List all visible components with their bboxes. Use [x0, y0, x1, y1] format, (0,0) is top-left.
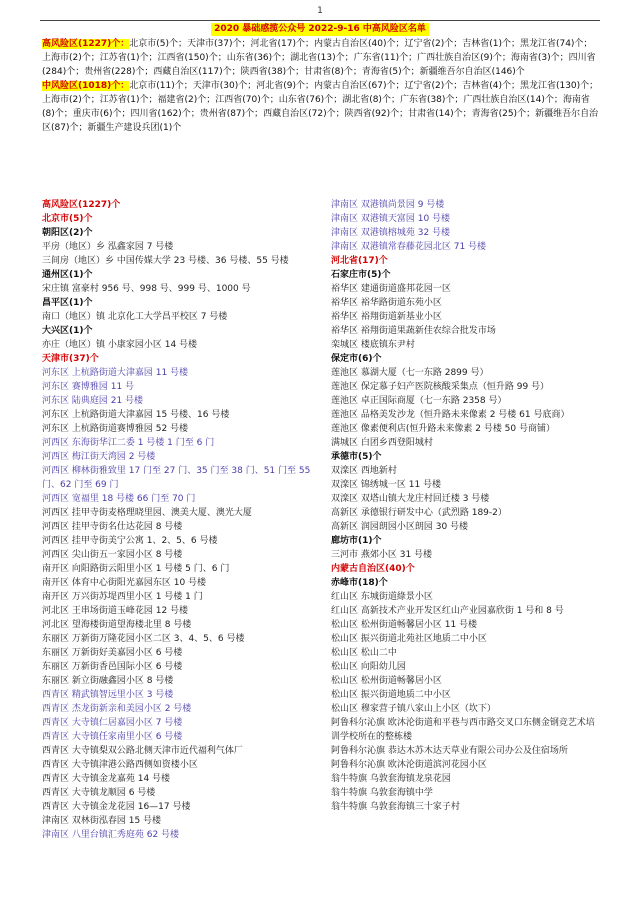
list-item: 南口（地区）镇 北京化工大学昌平校区 7 号楼 [42, 312, 228, 322]
list-item: 南开区 向阳路街云阳里小区 1 号楼 5 门、6 门 [42, 564, 230, 574]
district-heading: 大兴区(1)个 [42, 326, 93, 336]
list-item: 河北区 王串场街道玉峰花园 12 号楼 [42, 606, 189, 616]
list-item: 裕华区 建通街道盛邦花园一区 [331, 284, 451, 294]
list-item: 河东区 上杭路街道大津嘉园 15 号楼、16 号楼 [42, 410, 230, 420]
district-heading: 赤峰市(18)个 [331, 578, 388, 588]
summary-high-risk [42, 37, 600, 79]
list-item: 西青区 大寺镇津港公路西侧如资楼小区 [42, 760, 198, 770]
list-item: 裕华区 裕翔街道果蔬新佳农综合批发市场 [331, 326, 496, 336]
district-heading: 通州区(1)个 [42, 270, 93, 280]
list-item: 西青区 大寺镇金龙花园 16—17 号楼 [42, 802, 191, 812]
list-item: 莲池区 慕湖大厦（七一东路 2899 号） [331, 368, 489, 378]
list-item: 河西区 柳林街雅致里 17 门至 27 门、35 门至 38 门、51 门至 55 门、62 门至 69 门 [42, 466, 311, 490]
list-item: 红山区 高新技术产业开发区红山产业园嘉欣街 1 号和 8 号 [331, 606, 564, 616]
list-item: 松山区 振兴街道地质二中小区 [331, 690, 451, 700]
list-item: 河北区 望海楼街道望海楼北里 8 号楼 [42, 620, 192, 630]
list-item: 河东区 上杭路街道大津嘉园 11 号楼 [42, 368, 189, 378]
list-item: 翁牛特旗 乌敦套海镇三十家子村 [331, 802, 460, 812]
summary-mid-risk [42, 79, 600, 135]
list-item: 阿鲁科尔沁旗 恭达木苏木达天草业有限公司办公及住宿场所 [331, 746, 568, 756]
list-item: 西青区 大寺镇仁居嘉园小区 7 号楼 [42, 718, 183, 728]
list-item: 阿鲁科尔沁旗 欧沐沦街道和平巷与西市路交叉口东侧金钢竞艺术培训学校所在的整栋楼 [331, 718, 595, 742]
list-item: 津南区 双林街泓春园 15 号楼 [42, 816, 162, 826]
right-column [331, 198, 603, 814]
list-item: 高新区 润园朗园小区朗园 30 号楼 [331, 522, 469, 532]
list-item: 栾城区 楼底镇东尹村 [331, 340, 415, 350]
list-item: 河东区 赛博雅园 11 号 [42, 382, 135, 392]
list-item: 河西区 梅江街天湾园 2 号楼 [42, 452, 156, 462]
list-item: 平房（地区）乡 泓鑫家园 7 号楼 [42, 242, 174, 252]
list-item: 莲池区 保定慕子妇产医院核酸采集点（恒升路 99 号） [331, 382, 550, 392]
list-item: 西青区 大寺镇任家南里小区 6 号楼 [42, 732, 183, 742]
list-item: 津南区 双港镇尚景园 9 号楼 [331, 200, 445, 210]
list-item: 东丽区 万新街好美嘉园小区 6 号楼 [42, 648, 183, 658]
list-item: 莲池区 卓正国际商厦（七一东路 2358 号） [331, 396, 507, 406]
list-item: 三河市 燕郊小区 31 号楼 [331, 550, 433, 560]
list-item: 东丽区 万新街香邑国际小区 6 号楼 [42, 662, 183, 672]
list-item: 南开区 万兴街苏堤西里小区 1 号楼 1 门 [42, 592, 203, 602]
high-risk-label: 高风险区(1227)个： [42, 39, 130, 49]
list-item: 津南区 双港镇榕城苑 32 号楼 [331, 228, 451, 238]
list-item: 松山区 振兴街道北苑社区地质二中小区 [331, 634, 487, 644]
list-item: 津南区 双港镇天富园 10 号楼 [331, 214, 451, 224]
list-item: 河东区 上杭路街道赛博雅园 52 号楼 [42, 424, 189, 434]
list-item: 裕华区 裕华路街道东苑小区 [331, 298, 442, 308]
page-number: 1 [317, 6, 323, 16]
section-heading: 内蒙古自治区(40)个 [331, 564, 415, 574]
section-heading: 北京市(5)个 [42, 214, 93, 224]
district-heading: 昌平区(1)个 [42, 298, 93, 308]
list-item: 松山区 向阳幼儿园 [331, 662, 406, 672]
list-item: 莲池区 像素便利店(恒升路未来像素 2 号楼 50 号商铺） [331, 424, 555, 434]
list-item: 翁牛特旗 乌敦套海镇中学 [331, 788, 433, 798]
list-item: 高新区 承德银行研发中心（武烈路 189-2） [331, 508, 507, 518]
summary-block [42, 37, 600, 135]
list-item: 河西区 挂甲寺街美宁公寓 1、2、5、6 号楼 [42, 536, 218, 546]
list-item: 河西区 尖山街五一家园小区 8 号楼 [42, 550, 183, 560]
list-item: 红山区 东城街道綠景小区 [331, 592, 433, 602]
district-heading: 朝阳区(2)个 [42, 228, 93, 238]
list-item: 津南区 八里台镇汇秀庭苑 62 号楼 [42, 830, 180, 840]
list-item: 河西区 宽福里 18 号楼 66 门至 70 门 [42, 494, 196, 504]
high-risk-text: 北京市(5)个；天津市(37)个；河北省(17)个；内蒙古自治区(40)个；辽宁省(2)个；吉林省(1)个；黑龙江省(74)个；上海市(2)个；江苏省(1)个；江西省(150)个；山东省(36)个；湖北省(13)个；广东省(11)个；广西壮族自治区(9)个；海南省(3)个；四川省(284)个；贵州省(228)个；西藏自治区(117)个；陕西省(38)个；甘肃省(8)个；青海省(5)个；新疆维吾尔自治区(146)个 [42, 39, 596, 77]
district-heading: 廊坊市(1)个 [331, 536, 382, 546]
section-heading: 天津市(37)个 [42, 354, 99, 364]
list-item: 翁牛特旗 乌敦套海镇龙泉花园 [331, 774, 451, 784]
district-heading: 保定市(6)个 [331, 354, 382, 364]
list-item: 双滦区 锦绣城一区 11 号楼 [331, 480, 442, 490]
document-title: 2020 暴础感揽公众号 2022-9-16 中高风险区名单 [211, 23, 429, 36]
district-heading: 石家庄市(5)个 [331, 270, 391, 280]
list-item: 西青区 大寺镇金龙嘉苑 14 号楼 [42, 774, 171, 784]
list-item: 松山区 穆家营子镇八家山上小区（坎下） [331, 704, 496, 714]
list-item: 西青区 杰龙街新亲和美园小区 2 号楼 [42, 704, 192, 714]
header-rule [40, 20, 600, 21]
mid-risk-label: 中风险区(1018)个： [42, 81, 130, 91]
list-item: 河西区 挂甲寺街麦格理晓里园、澳美大厦、澳光大厦 [42, 508, 252, 518]
list-item: 西青区 精武镇智远里小区 3 号楼 [42, 690, 174, 700]
list-item: 东丽区 万新街万隆花园小区二区 3、4、5、6 号楼 [42, 634, 245, 644]
list-item: 河东区 陆典庭园 21 号楼 [42, 396, 144, 406]
list-item: 满城区 白团乡西登阳城村 [331, 438, 433, 448]
list-item: 松山区 松山二中 [331, 648, 397, 658]
list-item: 莲池区 品格美发沙龙（恒升路未来像素 2 号楼 61 号底商） [331, 410, 570, 420]
section-heading: 高风险区(1227)个 [42, 200, 121, 210]
title-row [0, 22, 640, 36]
list-item: 西青区 大寺镇梨双公路北侧天津市近代福利气体厂 [42, 746, 243, 756]
list-item: 双滦区 双塔山镇大龙庄村回迁楼 3 号楼 [331, 494, 490, 504]
list-item: 三间房（地区）乡 中国传媒大学 23 号楼、36 号楼、55 号楼 [42, 256, 289, 266]
list-item: 津南区 双港镇常春藤花园北区 71 号楼 [331, 242, 487, 252]
list-item: 南开区 体育中心街阳光嘉园东区 10 号楼 [42, 578, 207, 588]
list-item: 双滦区 西地新村 [331, 466, 397, 476]
list-item: 河西区 东海街华江二委 1 号楼 1 门至 6 门 [42, 438, 215, 448]
list-item: 西青区 大寺镇龙顺园 6 号楼 [42, 788, 156, 798]
list-item: 松山区 松州街道畅馨居小区 [331, 676, 442, 686]
left-column [42, 198, 322, 842]
list-item: 宋庄镇 富豪村 956 号、998 号、999 号、1000 号 [42, 284, 251, 294]
section-heading: 河北省(17)个 [331, 256, 388, 266]
list-item: 裕华区 裕翔街道新基业小区 [331, 312, 442, 322]
list-item: 阿鲁科尔沁旗 欧沐沦街道滨河花园小区 [331, 760, 487, 770]
mid-risk-text: 北京市(11)个；天津市(30)个；河北省(9)个；内蒙古自治区(67)个；辽宁省(2)个；吉林省(4)个；黑龙江省(130)个；上海市(2)个；江苏省(1)个；福建省(2)个；江西省(70)个；山东省(76)个；湖北省(8)个；广东省(38)个；广西壮族自治区(14)个；海南省(8)个；重庆市(6)个；四川省(162)个；贵州省(87)个；西藏自治区(72)个；陕西省(92)个；甘肃省(14)个；青海省(25)个；新疆维吾尔自治区(87)个；新疆生产建设兵团(1)个 [42, 81, 599, 133]
list-item: 东丽区 新立街融鑫园小区 8 号楼 [42, 676, 174, 686]
list-item: 亦庄（地区）镇 小康家园小区 14 号楼 [42, 340, 198, 350]
district-heading: 承德市(5)个 [331, 452, 382, 462]
list-item: 松山区 松州街道畅馨居小区 11 号楼 [331, 620, 478, 630]
list-item: 河西区 挂甲寺街名仕达花园 8 号楼 [42, 522, 183, 532]
